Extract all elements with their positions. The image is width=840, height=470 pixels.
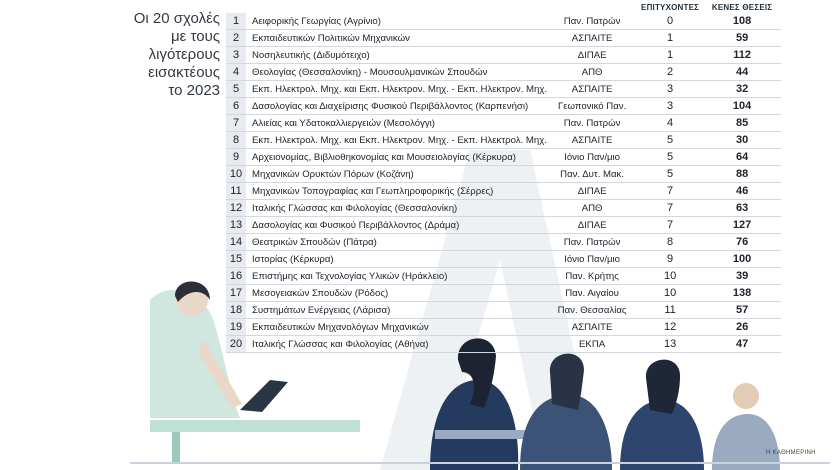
successful-cell: 5 [637,166,703,183]
school-cell: Αρχειονομίας, Βιβλιοθηκονομίας και Μουσειολογίας (Κέρκυρα) [247,149,548,166]
rank-cell: 10 [226,166,247,183]
institution-cell: ΕΚΠΑ [547,336,637,353]
successful-cell: 11 [637,302,703,319]
successful-cell: 3 [637,81,703,98]
vacant-seats-cell: 47 [703,336,781,353]
institution-cell: Ιόνιο Παν/μιο [547,251,637,268]
rank-cell: 16 [226,268,247,285]
rank-cell: 20 [226,336,247,353]
school-cell: Θεολογίας (Θεσσαλονίκη) - Μουσουλμανικών Σπουδών [247,64,548,81]
table-row [226,149,781,166]
vacant-seats-cell: 57 [703,302,781,319]
vacant-seats-cell: 138 [703,285,781,302]
table-row [226,13,781,30]
institution-cell: Παν. Πατρών [547,234,637,251]
header-successful: ΕΠΙΤΥΧΟΝΤΕΣ [641,3,700,12]
rank-cell: 9 [226,149,247,166]
school-cell: Δασολογίας και Διαχείρισης Φυσικού Περιβάλλοντος (Καρπενήσι) [247,98,548,115]
successful-cell: 5 [637,132,703,149]
laptop [240,380,288,412]
institution-cell: Παν. Αιγαίου [547,285,637,302]
successful-cell: 13 [637,336,703,353]
table-row [226,251,781,268]
title-line-4: εισακτέους [148,64,220,81]
vacant-seats-cell: 63 [703,200,781,217]
title-line-5: το 2023 [168,82,220,99]
vacant-seats-cell: 76 [703,234,781,251]
rank-cell: 1 [226,13,247,30]
rank-cell: 19 [226,319,247,336]
vacant-seats-cell: 32 [703,81,781,98]
floor-line [130,462,830,464]
successful-cell: 10 [637,268,703,285]
successful-cell: 7 [637,183,703,200]
table-row [226,132,781,149]
school-cell: Ιταλικής Γλώσσας και Φιλολογίας (Αθήνα) [247,336,548,353]
rank-cell: 17 [226,285,247,302]
successful-cell: 0 [637,13,703,30]
vacant-seats-cell: 100 [703,251,781,268]
vacant-seats-cell: 85 [703,115,781,132]
header-school [247,2,548,13]
table-row [226,166,781,183]
title-line-2: με τους [171,28,220,45]
rank-cell: 4 [226,64,247,81]
rank-cell: 5 [226,81,247,98]
table-row [226,47,781,64]
table-row [226,64,781,81]
student-far-body [712,414,780,470]
institution-cell: ΑΣΠΑΙΤΕ [547,30,637,47]
school-cell: Εκπαιδευτικών Πολιτικών Μηχανικών [247,30,548,47]
school-cell: Νοσηλευτικής (Διδυμότειχο) [247,47,548,64]
vacant-seats-cell: 64 [703,149,781,166]
successful-cell: 3 [637,98,703,115]
institution-cell: ΔΙΠΑΕ [547,47,637,64]
school-cell: Μηχανικών Τοπογραφίας και Γεωπληροφορικής (Σέρρες) [247,183,548,200]
institution-cell: ΑΠΘ [547,64,637,81]
successful-cell: 7 [637,200,703,217]
rank-cell: 15 [226,251,247,268]
school-cell: Δασολογίας και Φυσικού Περιβάλλοντος (Δράμα) [247,217,548,234]
student-back-hair [550,354,584,410]
rank-cell: 7 [226,115,247,132]
table-row [226,285,781,302]
school-cell: Μεσογειακών Σπουδών (Ρόδος) [247,285,548,302]
school-cell: Ιστορίας (Κέρκυρα) [247,251,548,268]
rank-cell: 11 [226,183,247,200]
school-cell: Μηχανικών Ορυκτών Πόρων (Κοζάνη) [247,166,548,183]
institution-cell: Παν. Κρήτης [547,268,637,285]
title-line-1: Οι 20 σχολές [133,10,220,27]
school-cell: Θεατρικών Σπουδών (Πάτρα) [247,234,548,251]
student-far-head [733,383,759,409]
vacant-seats-cell: 108 [703,13,781,30]
table-row [226,319,781,336]
vacant-seats-cell: 44 [703,64,781,81]
rank-cell: 3 [226,47,247,64]
institution-cell: ΑΣΠΑΙΤΕ [547,81,637,98]
vacant-seats-cell: 46 [703,183,781,200]
successful-cell: 8 [637,234,703,251]
title-line-3: λιγότερους [148,46,220,63]
schools-table [226,2,781,353]
successful-cell: 12 [637,319,703,336]
desk [150,420,360,432]
successful-cell: 10 [637,285,703,302]
successful-cell: 1 [637,30,703,47]
successful-cell: 4 [637,115,703,132]
table-row [226,336,781,353]
vacant-seats-cell: 30 [703,132,781,149]
institution-cell: ΑΠΘ [547,200,637,217]
successful-cell: 1 [637,47,703,64]
rank-cell: 2 [226,30,247,47]
chart-title [116,10,220,100]
successful-cell: 7 [637,217,703,234]
table-row [226,268,781,285]
institution-cell: ΑΣΠΑΙΤΕ [547,132,637,149]
vacant-seats-cell: 112 [703,47,781,64]
table-row [226,81,781,98]
vacant-seats-cell: 127 [703,217,781,234]
header-institution [547,2,637,13]
rank-cell: 18 [226,302,247,319]
vacant-seats-cell: 88 [703,166,781,183]
table-row [226,234,781,251]
header-rank [226,2,247,13]
rank-cell: 13 [226,217,247,234]
rank-cell: 6 [226,98,247,115]
successful-cell: 2 [637,64,703,81]
institution-cell: Παν. Θεσσαλίας [547,302,637,319]
successful-cell: 5 [637,149,703,166]
table-row [226,30,781,47]
table-row [226,302,781,319]
rank-cell: 12 [226,200,247,217]
table-row [226,183,781,200]
successful-cell: 9 [637,251,703,268]
institution-cell: Παν. Δυτ. Μακ. [547,166,637,183]
institution-cell: Γεωπονικό Παν. [547,98,637,115]
school-cell: Συστημάτων Ενέργειας (Λάρισα) [247,302,548,319]
school-cell: Εκπ. Ηλεκτρολ. Μηχ. και Εκπ. Ηλεκτρον. Μηχ. - Εκπ. Ηλεκτρον. Μηχ. [247,81,548,98]
table-row [226,115,781,132]
institution-cell: Ιόνιο Παν/μιο [547,149,637,166]
rank-cell: 8 [226,132,247,149]
school-cell: Επιστήμης και Τεχνολογίας Υλικών (Ηράκλειο) [247,268,548,285]
institution-cell: Παν. Πατρών [547,115,637,132]
institution-cell: ΑΣΠΑΙΤΕ [547,319,637,336]
school-cell: Ιταλικής Γλώσσας και Φιλολογίας (Θεσσαλονίκη) [247,200,548,217]
school-cell: Αλιείας και Υδατοκαλλιεργειών (Μεσολόγγι) [247,115,548,132]
table-row [226,217,781,234]
vacant-seats-cell: 39 [703,268,781,285]
header-vacant-seats: ΚΕΝΕΣ ΘΕΣΕΙΣ [711,3,773,12]
vacant-seats-cell: 26 [703,319,781,336]
school-cell: Αειφορικής Γεωργίας (Αγρίνιο) [247,13,548,30]
table-header [226,2,781,13]
vacant-seats-cell: 104 [703,98,781,115]
desk-leg [172,432,180,464]
student-right-hair [646,360,680,414]
vacant-seats-cell: 59 [703,30,781,47]
credit-line: Η ΚΑΘΗΜΕΡΙΝΗ [766,450,816,456]
institution-cell: Παν. Πατρών [547,13,637,30]
institution-cell: ΔΙΠΑΕ [547,183,637,200]
table-body [226,13,781,353]
table-row [226,200,781,217]
table-row [226,98,781,115]
school-cell: Εκπ. Ηλεκτρολ. Μηχ. και Εκπ. Ηλεκτρον. Μηχ. - Εκπ. Ηλεκτρολ. Μηχ. [247,132,548,149]
institution-cell: ΔΙΠΑΕ [547,217,637,234]
rank-cell: 14 [226,234,247,251]
school-cell: Εκπαιδευτικών Μηχανολόγων Μηχανικών [247,319,548,336]
